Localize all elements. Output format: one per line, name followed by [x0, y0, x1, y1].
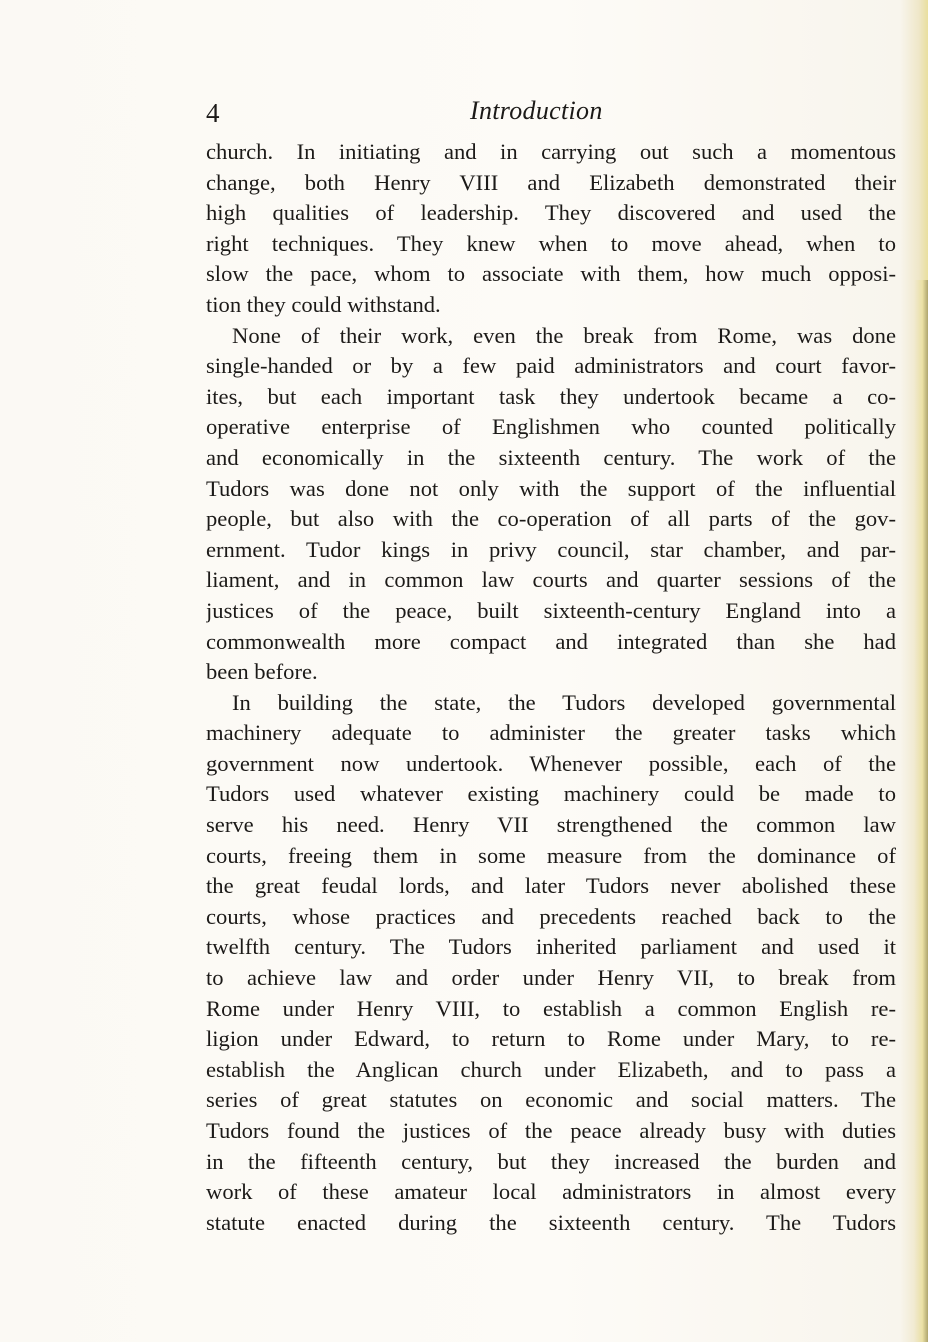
text-line: Tudors was done not only with the support of the influential	[206, 475, 896, 501]
text-line: ligion under Edward, to return to Rome under Mary, to re-	[206, 1026, 896, 1052]
paragraph	[206, 137, 896, 321]
running-title: Introduction	[470, 96, 603, 125]
text-line: change, both Henry VIII and Elizabeth demonstrated their	[206, 169, 896, 195]
text-line: to achieve law and order under Henry VII, to break from	[206, 965, 896, 991]
text-line: government now undertook. Whenever possible, each of the	[206, 750, 896, 776]
text-line: been before.	[206, 659, 318, 685]
page-edge-shadow	[914, 280, 928, 1342]
text-line: right techniques. They knew when to move ahead, when to	[206, 230, 896, 256]
text-line: single-handed or by a few paid administrators and court favor-	[206, 353, 896, 379]
text-line: In building the state, the Tudors developed governmental	[232, 689, 896, 715]
text-line: ites, but each important task they undertook became a co-	[206, 383, 896, 409]
text-line: Tudors found the justices of the peace already busy with duties	[206, 1118, 896, 1143]
text-line: liament, and in common law courts and quarter sessions of the	[206, 567, 896, 593]
text-line: and economically in the sixteenth century. The work of the	[206, 444, 896, 470]
text-line: slow the pace, whom to associate with them, how much opposi-	[206, 261, 896, 287]
text-line: statute enacted during the sixteenth century. The Tudors	[206, 1209, 896, 1235]
text-line: commonwealth more compact and integrated than she had	[206, 628, 896, 654]
text-line: in the fifteenth century, but they increased the burden and	[206, 1148, 896, 1174]
text-line: courts, whose practices and precedents reached back to the	[206, 903, 896, 929]
text-line: twelfth century. The Tudors inherited parliament and used it	[206, 934, 896, 960]
paragraph	[206, 321, 896, 688]
body-text	[206, 137, 896, 1238]
text-line: ernment. Tudor kings in privy council, star chamber, and par-	[206, 536, 896, 562]
text-line: establish the Anglican church under Elizabeth, and to pass a	[206, 1056, 896, 1082]
running-header	[206, 95, 896, 131]
text-line: work of these amateur local administrators in almost every	[206, 1179, 896, 1205]
text-line: tion they could withstand.	[206, 291, 441, 317]
text-line: church. In initiating and in carrying out such a momentous	[206, 139, 896, 164]
text-line: series of great statutes on economic and social matters. The	[206, 1087, 896, 1113]
text-line: courts, freeing them in some measure from the dominance of	[206, 842, 896, 868]
text-line: Rome under Henry VIII, to establish a common English re-	[206, 995, 896, 1021]
page-number: 4	[206, 98, 220, 128]
text-line: operative enterprise of Englishmen who counted politically	[206, 414, 896, 440]
text-line: people, but also with the co-operation of all parts of the gov-	[206, 506, 896, 532]
text-line: serve his need. Henry VII strengthened the common law	[206, 812, 896, 838]
paragraph	[206, 688, 896, 1239]
text-line: None of their work, even the break from Rome, was done	[232, 322, 896, 348]
text-line: high qualities of leadership. They discovered and used the	[206, 200, 896, 226]
text-line: justices of the peace, built sixteenth-century England into a	[206, 597, 896, 623]
text-line: machinery adequate to administer the greater tasks which	[206, 720, 896, 746]
text-line: the great feudal lords, and later Tudors never abolished these	[206, 873, 896, 899]
text-line: Tudors used whatever existing machinery could be made to	[206, 781, 896, 807]
